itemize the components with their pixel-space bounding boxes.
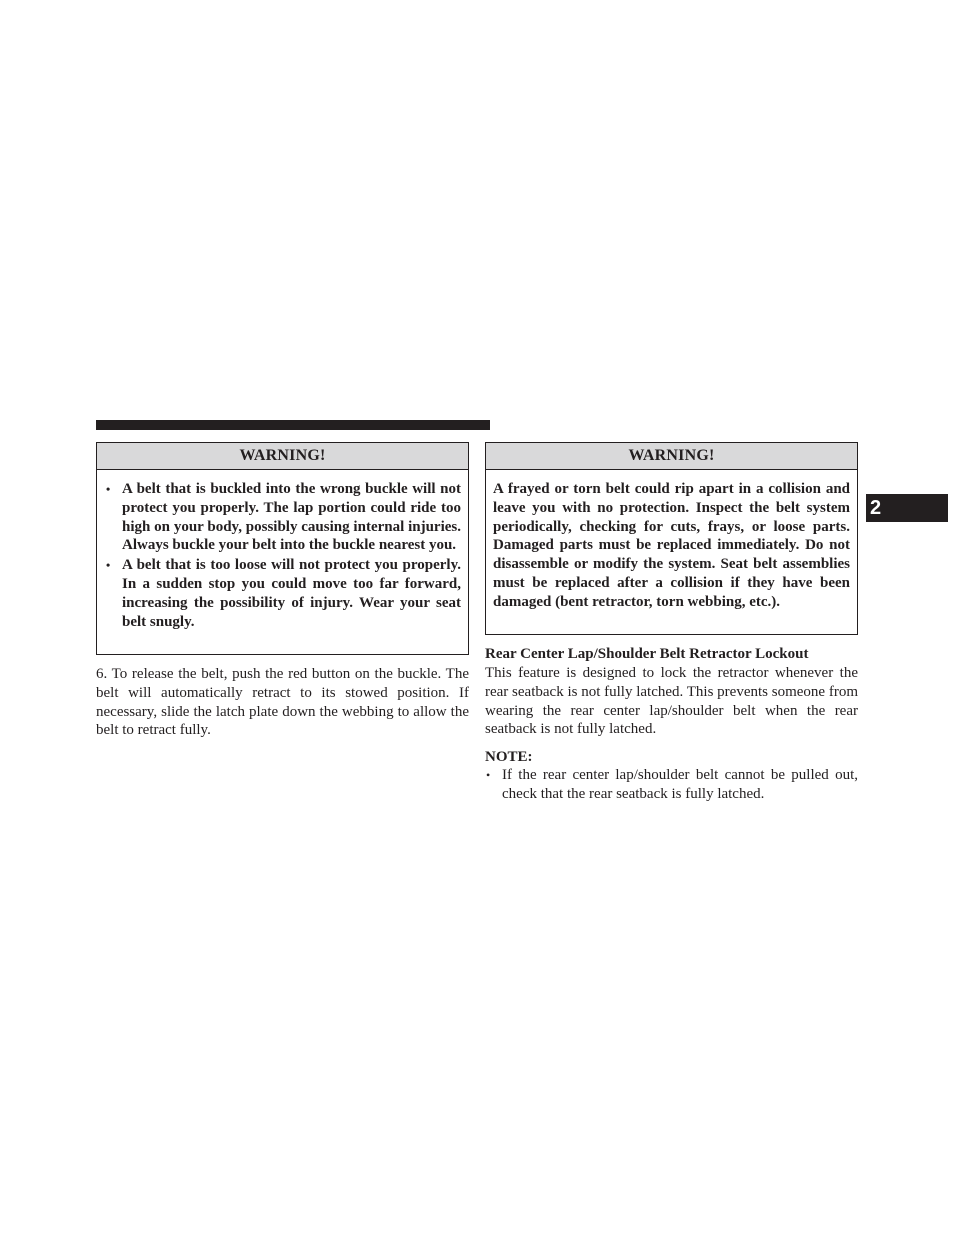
warning-bullet-list — [104, 480, 461, 631]
bullet-icon: • — [486, 768, 491, 782]
warning-bullet-item — [104, 556, 461, 631]
step-6-paragraph: 6. To release the belt, push the red button on the buckle. The belt will automatically retract to its stowed position. If necessary, slide the latch plate down the webbing to allow the belt to retract fully. — [96, 666, 469, 739]
warning-bullet-text: A belt that is buckled into the wrong buckle will not protect you properly. The lap portion could ride too high on your body, possibly causing internal injuries. Always buckle your belt into the buckle nearest you. — [122, 481, 461, 554]
note-label: NOTE: — [485, 749, 533, 765]
section-heading: Rear Center Lap/Shoulder Belt Retractor Lockout — [485, 646, 809, 662]
note-bullet-list — [485, 766, 858, 804]
section-top-rule — [96, 420, 490, 430]
warning-header: WARNING! — [97, 443, 468, 470]
warning-bullet-item — [104, 480, 461, 555]
warning-header: WARNING! — [486, 443, 857, 470]
bullet-icon: • — [106, 482, 111, 496]
warning-box-frayed-belt — [485, 442, 858, 635]
chapter-tab: 2 — [866, 494, 948, 522]
section-paragraph: This feature is designed to lock the retractor whenever the rear seatback is not fully latched. This prevents someone from wearing the rear center lap/shoulder belt when the rear seatback is not fully latched. — [485, 665, 858, 738]
warning-box-belt-buckle — [96, 442, 469, 655]
warning-body: A frayed or torn belt could rip apart in a collision and leave you with no protection. Inspect the belt system periodically, checking for cuts, frays, or loose parts. Damaged parts must be replaced immediately. Do not disassemble or modify the system. Seat belt assemblies must be replaced after a collision if they have been damaged (bent retractor, torn webbing, etc.). — [493, 481, 850, 610]
bullet-icon: • — [106, 558, 111, 573]
note-bullet-item — [485, 766, 858, 804]
note-bullet-text: If the rear center lap/shoulder belt cannot be pulled out, check that the rear seatback is fully latched. — [502, 767, 858, 802]
warning-bullet-text: A belt that is too loose will not protect you properly. In a sudden stop you could move too far forward, increasing the possibility of injury. Wear your seat belt snugly. — [122, 557, 461, 630]
warning-body — [97, 470, 468, 631]
